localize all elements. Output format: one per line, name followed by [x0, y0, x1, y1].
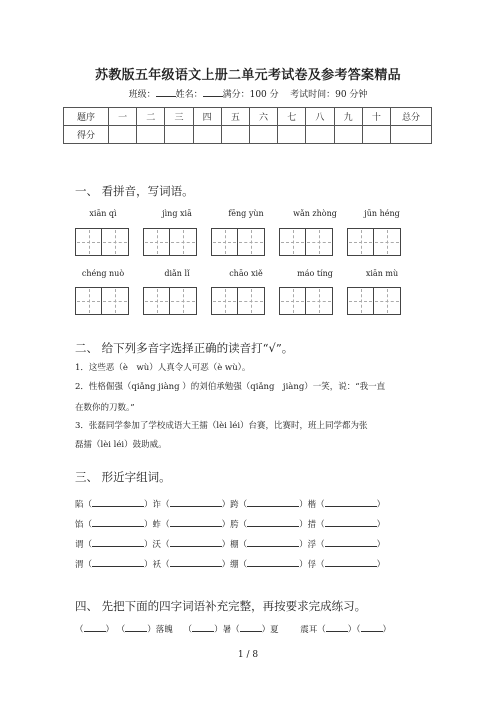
score-cell[interactable]: [391, 126, 432, 144]
char: 谓: [75, 540, 84, 550]
char: 措: [307, 520, 317, 530]
score-cell[interactable]: [306, 126, 334, 144]
score-cell[interactable]: [137, 126, 165, 144]
char: 浮: [307, 540, 317, 550]
section-1-heading: 一、 看拼音，写词语。: [75, 184, 194, 198]
answer-blank[interactable]: [192, 623, 214, 632]
pinyin-label: xiān mù: [365, 269, 399, 278]
answer-blank[interactable]: [125, 623, 147, 632]
table-header-cell: 十: [362, 108, 390, 126]
writing-grid[interactable]: [143, 287, 197, 315]
pinyin-label: jìng xiā: [162, 209, 192, 218]
pinyin-label: chéng nuò: [81, 269, 125, 278]
pinyin-label: jūn héng: [364, 209, 400, 218]
row-label: 得分: [64, 126, 109, 144]
score-cell[interactable]: [278, 126, 306, 144]
score-table-row: [64, 126, 432, 144]
char: 沃: [152, 540, 162, 550]
score-cell[interactable]: [362, 126, 390, 144]
table-header-cell: 九: [334, 108, 362, 126]
question-line: 1．这些恶（è wù）人真令人可恶（è wù）。: [75, 363, 251, 373]
pinyin-label: máo tíng: [297, 269, 333, 278]
answer-blank[interactable]: [92, 518, 144, 527]
answer-blank[interactable]: [92, 538, 144, 547]
table-header-cell: 八: [306, 108, 334, 126]
score-table-header: [64, 108, 432, 126]
table-header-cell: 六: [249, 108, 277, 126]
table-header-cell: 一: [109, 108, 137, 126]
answer-blank[interactable]: [170, 518, 222, 527]
answer-blank[interactable]: [84, 623, 106, 632]
page-number: 1 / 8: [237, 650, 259, 660]
section-4-heading: 四、 先把下面的四字词语补充完整，再按要求完成练习。: [75, 599, 367, 613]
char: 陷: [75, 500, 84, 510]
writing-grid[interactable]: [347, 228, 401, 256]
word-row: 馅（ ）蚱（ ）胯（ ）措（ ）: [75, 520, 386, 530]
question-line: 3．张磊同学参加了学校成语大王擂（lèi léi）台赛，比赛时，班上同学都为张: [75, 421, 368, 431]
answer-blank[interactable]: [247, 558, 299, 567]
char: 楷: [307, 500, 317, 510]
question-line: 在数你的刀数。”: [75, 403, 135, 413]
word-row: 谓（ ）沃（ ）棚（ ）浮（ ）: [75, 540, 386, 550]
table-header-cell: 五: [221, 108, 249, 126]
answer-blank[interactable]: [325, 518, 377, 527]
name-blank[interactable]: [203, 87, 223, 97]
exam-info: [0, 87, 496, 100]
answer-blank[interactable]: [325, 498, 377, 507]
answer-blank[interactable]: [326, 623, 348, 632]
idiom-row: （ ） （ ）落魄 （ ）暑（ ）夏 震耳（ ）（ ）: [75, 625, 392, 635]
writing-grid[interactable]: [75, 287, 129, 315]
writing-grid[interactable]: [75, 228, 129, 256]
char: 蚱: [152, 520, 162, 530]
table-header-cell: 二: [137, 108, 165, 126]
writing-grid[interactable]: [347, 287, 401, 315]
word-row: 陷（ ）诈（ ）跨（ ）楷（ ）: [75, 500, 386, 510]
table-header-cell: 四: [193, 108, 221, 126]
char: 绷: [230, 560, 239, 570]
answer-blank[interactable]: [170, 538, 222, 547]
answer-blank[interactable]: [92, 558, 144, 567]
word-row: 渭（ ）袄（ ）绷（ ）俘（ ）: [75, 560, 386, 570]
char: 渭: [75, 560, 84, 570]
char: 诈: [152, 500, 162, 510]
page-title: 苏教版五年级语文上册二单元考试卷及参考答案精品: [95, 68, 401, 83]
pinyin-label: diǎn lǐ: [164, 269, 190, 278]
answer-blank[interactable]: [325, 538, 377, 547]
char: 袄: [152, 560, 162, 570]
score-cell[interactable]: [109, 126, 137, 144]
writing-grid[interactable]: [279, 228, 333, 256]
name-label: 姓名：: [175, 90, 203, 100]
pinyin-label: xiān qì: [89, 209, 117, 218]
answer-blank[interactable]: [170, 498, 222, 507]
char: 俘: [307, 560, 317, 570]
score-cell[interactable]: [249, 126, 277, 144]
char: 棚: [230, 540, 239, 550]
question-line: 2．性格倔强（qiǎng jiàng ）的刘伯承勉强（qiǎng jiàng）一笑，说：“我一直: [75, 382, 386, 392]
writing-grid[interactable]: [279, 287, 333, 315]
pinyin-label: wǎn zhòng: [293, 209, 337, 218]
table-header-cell: 总分: [391, 108, 432, 126]
class-blank[interactable]: [156, 87, 176, 97]
idiom-fragment: 落魄: [155, 625, 173, 635]
idiom-fragment: 暑（: [222, 625, 240, 635]
score-cell[interactable]: [193, 126, 221, 144]
table-header-cell: 题序: [64, 108, 109, 126]
section-3-heading: 三、 形近字组词。: [75, 470, 171, 484]
section-2-heading: 二、 给下列多音字选择正确的读音打“√”。: [75, 341, 294, 355]
score-cell[interactable]: [165, 126, 193, 144]
answer-blank[interactable]: [247, 518, 299, 527]
answer-blank[interactable]: [247, 538, 299, 547]
class-label: 班级：: [128, 90, 156, 100]
answer-blank[interactable]: [170, 558, 222, 567]
char: 馅: [75, 520, 84, 530]
answer-blank[interactable]: [92, 498, 144, 507]
table-header-cell: 三: [165, 108, 193, 126]
table-header-cell: 七: [278, 108, 306, 126]
answer-blank[interactable]: [247, 498, 299, 507]
pinyin-label: chāo xiě: [229, 269, 263, 278]
char: 胯: [230, 520, 239, 530]
score-table: [63, 107, 432, 144]
exam-time: 考试时间：90 分钟: [290, 90, 368, 100]
question-line: 磊擂（lèi léi）鼓助威。: [75, 440, 167, 450]
writing-grid[interactable]: [211, 287, 265, 315]
writing-grid[interactable]: [211, 228, 265, 256]
idiom-fragment: 震耳（: [300, 625, 326, 635]
writing-grid[interactable]: [143, 228, 197, 256]
char: 跨: [230, 500, 239, 510]
idiom-fragment: ）夏: [261, 625, 279, 635]
full-score: 满分：100 分: [222, 90, 279, 100]
answer-blank[interactable]: [325, 558, 377, 567]
score-cell[interactable]: [221, 126, 249, 144]
answer-blank[interactable]: [361, 623, 383, 632]
answer-blank[interactable]: [240, 623, 262, 632]
pinyin-label: fēng yùn: [228, 209, 264, 218]
score-cell[interactable]: [334, 126, 362, 144]
